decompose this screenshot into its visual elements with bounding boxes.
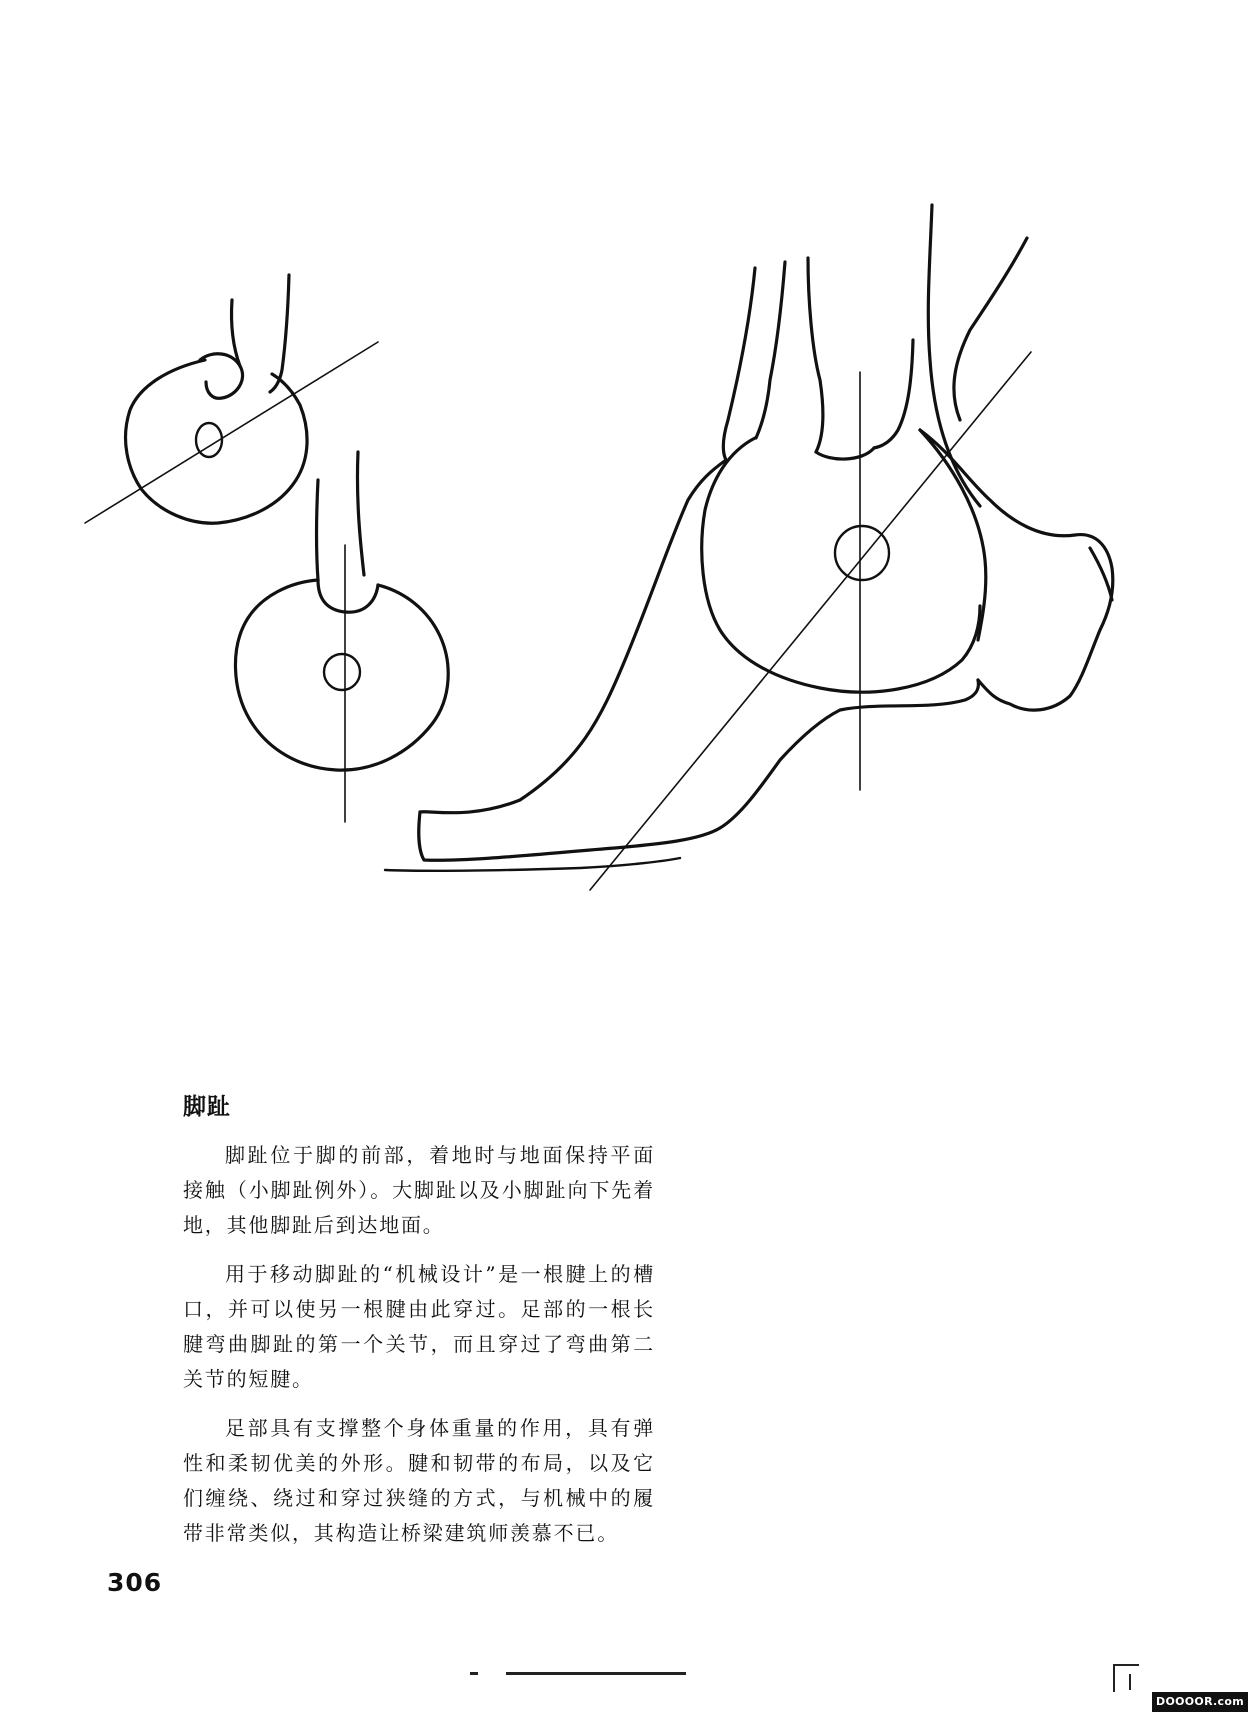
section-title: 脚趾 [183,1093,231,1120]
footer-rule [506,1672,686,1675]
crop-mark [1113,1664,1139,1692]
footer-rule [470,1672,478,1675]
joint-pivot [324,654,360,690]
joint-disc-upper [85,275,378,523]
axis-line [590,352,1031,890]
paragraph: 用于移动脚趾的“机械设计”是一根腱上的槽口，并可以使另一根腱由此穿过。足部的一根长腱弯曲脚趾的第一个关节，而且穿过了弯曲第二关节的短腱。 [183,1262,655,1391]
watermark: DOOOOR.com [1152,1692,1248,1712]
body-text [183,1138,655,1565]
page-number: 306 [107,1568,163,1597]
paragraph: 足部具有支撑整个身体重量的作用，具有弹性和柔韧优美的外形。腱和韧带的布局，以及它们缠绕、绕过和穿过狭缝的方式，与机械中的履带非常类似，其构造让桥梁建筑师羡慕不已。 [183,1416,655,1545]
axis-line [85,342,378,523]
paragraph: 脚趾位于脚的前部，着地时与地面保持平面接触（小脚趾例外）。大脚趾以及小脚趾向下先着地，其他脚趾后到达地面。 [183,1143,655,1237]
foot-side-view [385,205,1113,890]
